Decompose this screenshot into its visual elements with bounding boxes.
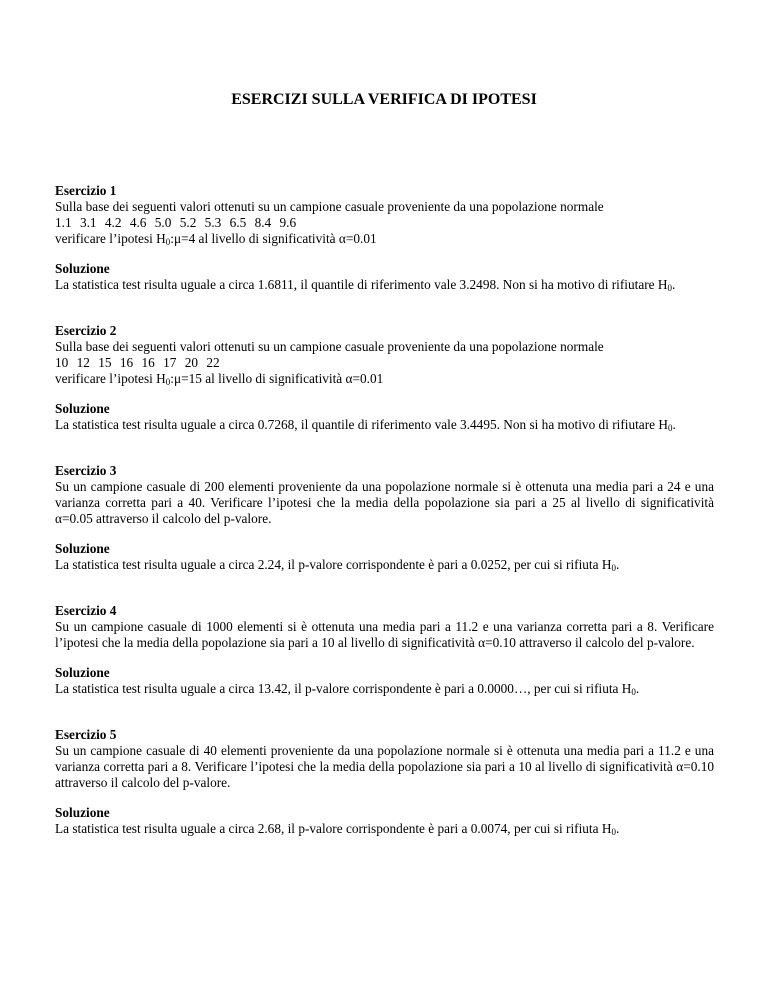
- solution-block: [55, 541, 714, 573]
- solution-text: La statistica test risulta uguale a circa 0.7268, il quantile di riferimento vale 3.4495. Non si ha motivo di rifiutare $H_0$.: [55, 417, 676, 433]
- exercise-5: [55, 727, 714, 837]
- exercise-heading: Esercizio 4: [55, 603, 117, 618]
- exercise-text: Su un campione casuale di 200 elementi proveniente da una popolazione normale si è ottenuta una media pari a 24 e una varianza corretta pari a 40. Verificare l’ipotesi che la media della popolazione sia pari a 25 al livello di significatività α=0.05 attraverso il calcolo del p-valore.: [55, 479, 714, 526]
- exercise-text: Su un campione casuale di 40 elementi proveniente da una popolazione normale si è ottenuta una media pari a 11.2 e una varianza corretta pari a 8. Verificare l’ipotesi che la media della popolazione sia pari a 10 al livello di significatività α=0.10 attraverso il calcolo del p-valore.: [55, 743, 714, 790]
- exercise-list: [55, 183, 714, 867]
- exercise-intro: Sulla base dei seguenti valori ottenuti su un campione casuale proveniente da una popolazione normale: [55, 339, 604, 354]
- exercise-hypothesis: verificare l’ipotesi $H_0:\mu=15$ al livello di significatività α=0.01: [55, 371, 384, 387]
- solution-heading: Soluzione: [55, 401, 110, 416]
- solution-block: [55, 261, 714, 293]
- exercise-heading: Esercizio 5: [55, 727, 117, 742]
- exercise-values: 1.1 3.1 4.2 4.6 5.0 5.2 5.3 6.5 8.4 9.6: [55, 215, 297, 230]
- solution-text: La statistica test risulta uguale a circa 1.6811, il quantile di riferimento vale 3.2498. Non si ha motivo di rifiutare $H_0$.: [55, 277, 676, 293]
- solution-heading: Soluzione: [55, 805, 110, 820]
- exercise-4: [55, 603, 714, 697]
- exercise-heading: Esercizio 3: [55, 463, 117, 478]
- solution-block: [55, 805, 714, 837]
- exercise-hypothesis: verificare l’ipotesi $H_0:\mu=4$ al livello di significatività α=0.01: [55, 231, 377, 247]
- solution-heading: Soluzione: [55, 665, 110, 680]
- solution-text: La statistica test risulta uguale a circa 2.24, il p-valore corrispondente è pari a 0.0252, per cui si rifiuta $H_0$.: [55, 557, 620, 573]
- document-title: ESERCIZI SULLA VERIFICA DI IPOTESI: [231, 91, 537, 108]
- solution-text: La statistica test risulta uguale a circa 2.68, il p-valore corrispondente è pari a 0.0074, per cui si rifiuta $H_0$.: [55, 821, 620, 837]
- solution-heading: Soluzione: [55, 541, 110, 556]
- exercise-intro: Sulla base dei seguenti valori ottenuti su un campione casuale proveniente da una popolazione normale: [55, 199, 604, 214]
- exercise-3: [55, 463, 714, 573]
- exercise-2: [55, 323, 714, 433]
- exercise-heading: Esercizio 1: [55, 183, 117, 198]
- solution-heading: Soluzione: [55, 261, 110, 276]
- exercise-heading: Esercizio 2: [55, 323, 117, 338]
- exercise-1: [55, 183, 714, 293]
- exercise-values: 10 12 15 16 16 17 20 22: [55, 355, 220, 370]
- solution-block: [55, 665, 714, 697]
- exercise-text: Su un campione casuale di 1000 elementi si è ottenuta una media pari a 11.2 e una varianza corretta pari a 8. Verificare l’ipotesi che la media della popolazione sia pari a 10 al livello di significatività α=0.10 attraverso il calcolo del p-valore.: [55, 619, 714, 650]
- solution-text: La statistica test risulta uguale a circa 13.42, il p-valore corrispondente è pari a 0.0000…, per cui si rifiuta $H_0$.: [55, 681, 640, 697]
- solution-block: [55, 401, 714, 433]
